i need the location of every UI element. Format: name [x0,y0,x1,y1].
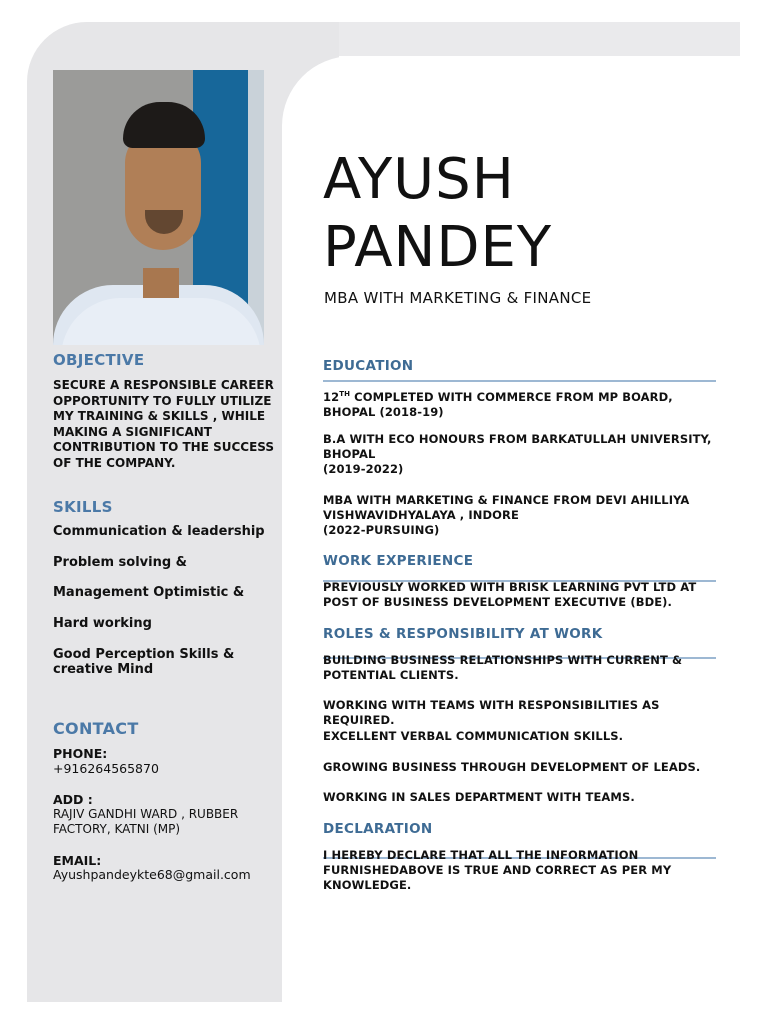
role-item: GROWING BUSINESS THROUGH DEVELOPMENT OF LEADS. [323,760,701,774]
contact-heading: CONTACT [53,719,139,738]
address-label: ADD : [53,792,93,807]
education-item-2: B.A WITH ECO HONOURS FROM BARKATULLAH UNIVERSITY, BHOPAL (2019-2022) [323,432,712,476]
candidate-subtitle: MBA WITH MARKETING & FINANCE [324,289,592,307]
work-experience-text: PREVIOUSLY WORKED WITH BRISK LEARNING PVT LTD AT POST OF BUSINESS DEVELOPMENT EXECUTIVE (BDE). [323,580,697,609]
first-name: AYUSH [323,147,515,212]
phone-label: PHONE: [53,746,108,761]
email-value: Ayushpandeykte68@gmail.com [53,867,251,882]
role-item: EXCELLENT VERBAL COMMUNICATION SKILLS. [323,729,624,743]
declaration-text: I HEREBY DECLARE THAT ALL THE INFORMATION FURNISHEDABOVE IS TRUE AND CORRECT AS PER MY KNOWLEDGE. [323,848,672,892]
skill-item: Management Optimistic & [53,585,245,600]
role-item: WORKING IN SALES DEPARTMENT WITH TEAMS. [323,790,635,804]
section-divider [323,380,716,382]
education-item-1: 12TH COMPLETED WITH COMMERCE FROM MP BOARD, BHOPAL (2018-19) [323,389,673,419]
skill-item: Hard working [53,616,152,631]
skill-item: Communication & leadership [53,524,265,539]
address-value: RAJIV GANDHI WARD , RUBBER FACTORY, KATNI (MP) [53,807,239,836]
phone-value: +916264565870 [53,761,159,776]
profile-photo [53,70,264,345]
skills-heading: SKILLS [53,498,113,516]
roles-heading: ROLES & RESPONSIBILITY AT WORK [323,626,603,642]
education-heading: EDUCATION [323,358,414,374]
work-experience-heading: WORK EXPERIENCE [323,553,474,569]
objective-text: SECURE A RESPONSIBLE CAREER OPPORTUNITY TO FULLY UTILIZE MY TRAINING & SKILLS , WHILE MAKING A SIGNIFICANT CONTRIBUTION TO THE SUCCESS OF THE COMPANY. [53,378,275,470]
objective-section [53,378,278,471]
declaration-heading: DECLARATION [323,821,433,837]
role-item: WORKING WITH TEAMS WITH RESPONSIBILITIES AS REQUIRED. [323,698,660,727]
candidate-name [323,146,552,282]
skill-item: Problem solving & [53,555,187,570]
education-item-3: MBA WITH MARKETING & FINANCE FROM DEVI AHILLIYA VISHWAVIDHYALAYA , INDORE (2022-PURSUING) [323,493,690,537]
objective-heading: OBJECTIVE [53,351,145,369]
email-label: EMAIL: [53,853,102,868]
role-item: BUILDING BUSINESS RELATIONSHIPS WITH CURRENT & POTENTIAL CLIENTS. [323,653,683,682]
skill-item: Good Perception Skills & creative Mind [53,647,235,677]
last-name: PANDEY [323,215,553,280]
